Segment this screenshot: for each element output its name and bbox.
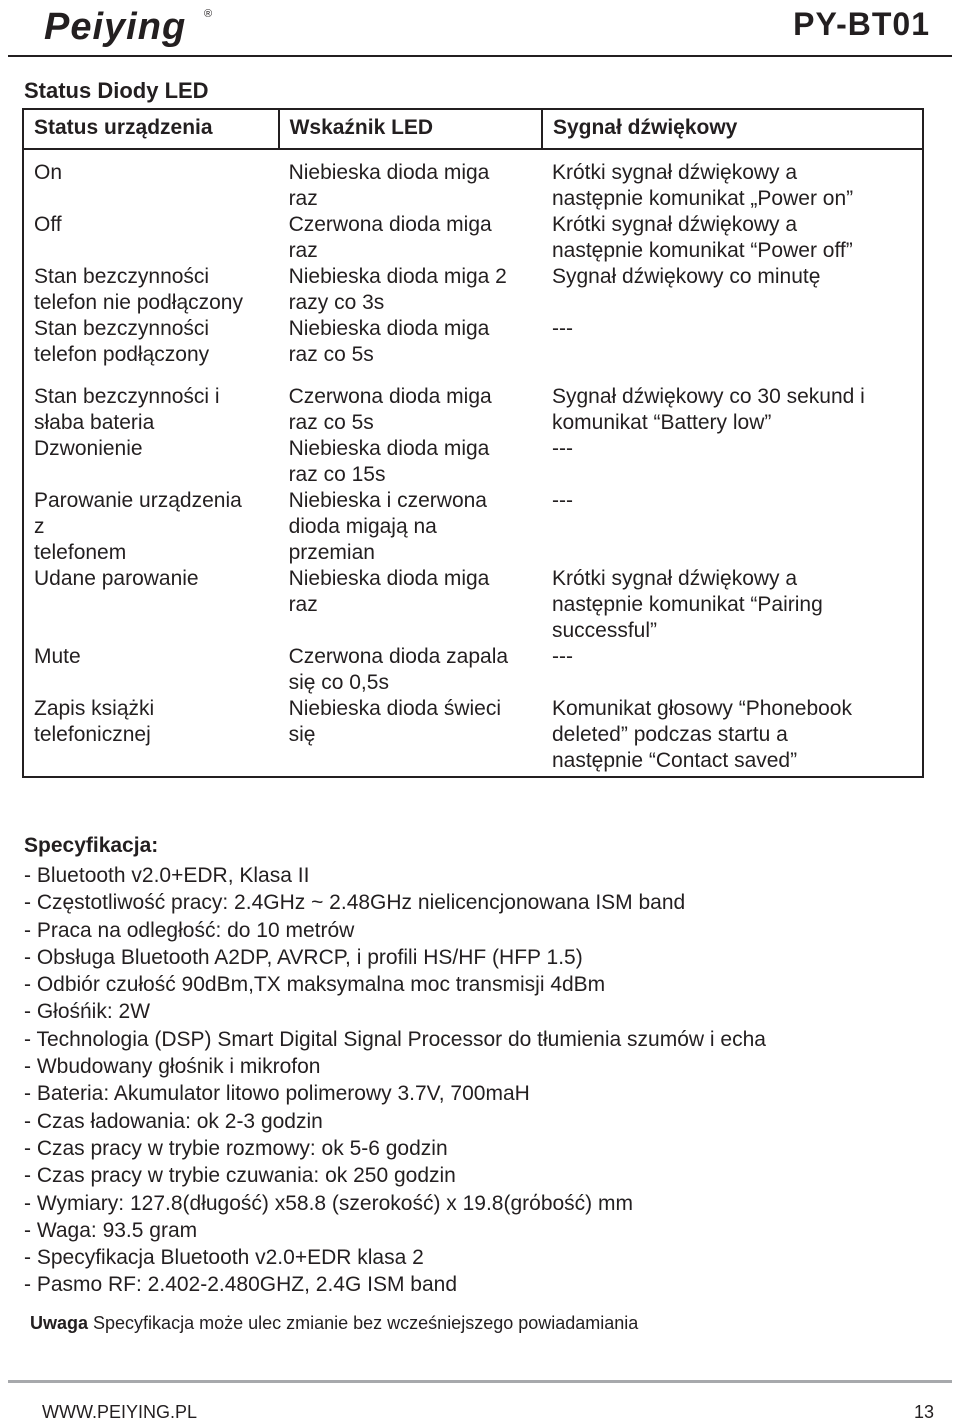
led-cell: Niebieska dioda miga raz <box>288 161 490 210</box>
spec-item: - Odbiór czułość 90dBm,TX maksymalna moc transmisji 4dBm <box>24 973 606 997</box>
spec-item: - Czas ładowania: ok 2-3 godzin <box>24 1109 323 1133</box>
spec-item: - Częstotliwość pracy: 2.4GHz ~ 2.48GHz nielicencjonowana ISM band <box>24 891 686 915</box>
status-cell: Off <box>23 212 279 264</box>
note-text: Specyfikacja może ulec zmianie bez wcześniejszego powiadamiania <box>88 1313 639 1333</box>
spec-item: - Głośńik: 2W <box>24 1000 151 1024</box>
column-header-sound: Sygnał dźwiękowy <box>542 109 923 149</box>
column-header-led: Wskaźnik LED <box>279 109 542 149</box>
sound-cell: --- <box>542 436 923 488</box>
spec-item: - Specyfikacja Bluetooth v2.0+EDR klasa 2 <box>24 1246 424 1270</box>
page-number: 13 <box>913 1402 934 1422</box>
status-cell: Parowanie urządzenia z telefonem <box>23 488 279 566</box>
sound-cell: Sygnał dźwiękowy co 30 sekund i komunikat “Battery low” <box>542 384 923 436</box>
spec-item: - Czas pracy w trybie rozmowy: ok 5-6 godzin <box>24 1136 448 1160</box>
spec-item: - Technologia (DSP) Smart Digital Signal Processor do tłumienia szumów i echa <box>24 1027 766 1051</box>
footer-divider <box>8 1380 952 1383</box>
sound-cell: Krótki sygnał dźwiękowy a następnie komunikat „Power on” <box>542 149 923 212</box>
spacer-cell <box>542 368 923 384</box>
status-cell: Stan bezczynności telefon nie podłączony <box>23 264 279 316</box>
led-cell: Niebieska dioda miga raz co 15s <box>288 437 490 486</box>
led-cell: Czerwona dioda miga raz <box>288 213 492 262</box>
led-cell: Czerwona dioda miga raz co 5s <box>288 385 492 434</box>
table-row <box>23 488 923 566</box>
brand-logo: Peiying <box>44 6 187 48</box>
spec-title: Specyfikacja: <box>24 834 159 857</box>
status-cell: Mute <box>23 644 279 696</box>
spec-item: - Wbudowany głośnik i mikrofon <box>24 1055 321 1079</box>
sound-cell: Krótki sygnał dźwiękowy a następnie komunikat “Pairing successful” <box>542 566 923 644</box>
table-row <box>23 566 923 644</box>
led-cell: Niebieska dioda miga 2 razy co 3s <box>288 265 507 314</box>
table-body <box>23 149 923 777</box>
note <box>30 1313 638 1334</box>
table-spacer-row <box>23 368 923 384</box>
led-cell: Niebieska dioda miga raz co 5s <box>288 317 490 366</box>
status-cell: Udane parowanie <box>23 566 279 644</box>
table-row <box>23 149 923 212</box>
spacer-cell <box>23 368 279 384</box>
spacer-cell <box>279 368 542 384</box>
led-cell: Niebieska dioda miga raz <box>288 567 490 616</box>
sound-cell: --- <box>542 316 923 368</box>
model-number: PY-BT01 <box>793 6 930 42</box>
note-label: Uwaga <box>30 1313 89 1333</box>
sound-cell: Krótki sygnał dźwiękowy a następnie komunikat “Power off” <box>542 212 923 264</box>
spec-item: - Praca na odległość: do 10 metrów <box>24 918 355 942</box>
table-row <box>23 436 923 488</box>
spec-item: - Pasmo RF: 2.402-2.480GHZ, 2.4G ISM band <box>24 1273 458 1297</box>
registered-mark: ® <box>204 8 213 20</box>
status-cell: Dzwonienie <box>23 436 279 488</box>
sound-cell: Komunikat głosowy “Phonebook deleted” podczas startu a następnie “Contact saved” <box>542 696 923 777</box>
spec-item: - Bluetooth v2.0+EDR, Klasa II <box>24 864 310 887</box>
spec-item: - Waga: 93.5 gram <box>24 1218 198 1242</box>
status-cell: Zapis książki telefonicznej <box>23 696 279 777</box>
led-status-table-container <box>22 108 924 778</box>
spec-item: - Czas pracy w trybie czuwania: ok 250 godzin <box>24 1164 456 1188</box>
header-divider <box>8 55 952 57</box>
table-row <box>23 644 923 696</box>
spec-item: - Wymiary: 127.8(długość) x58.8 (szerokość) x 19.8(grόbość) mm <box>24 1191 633 1215</box>
led-cell: Niebieska i czerwona dioda migają na przemian <box>288 489 487 564</box>
led-cell: Czerwona dioda zapala się co 0,5s <box>288 645 509 694</box>
status-cell: On <box>23 149 279 212</box>
spec-item: - Bateria: Akumulator litowo polimerowy 3.7V, 700maH <box>24 1082 530 1106</box>
spec-item: - Obsługa Bluetooth A2DP, AVRCP, i profili HS/HF (HFP 1.5) <box>24 945 583 969</box>
led-status-table <box>22 108 924 778</box>
table-row <box>23 384 923 436</box>
sound-cell: --- <box>542 488 923 566</box>
led-cell: Niebieska dioda świeci się <box>279 696 542 777</box>
table-header-row <box>23 109 923 149</box>
sound-cell: Sygnał dźwiękowy co minutę <box>542 264 923 316</box>
sound-cell: --- <box>542 644 923 696</box>
table-row <box>23 696 923 777</box>
status-cell: Stan bezczynności telefon podłączony <box>23 316 279 368</box>
footer-website: WWW.PEIYING.PL <box>42 1402 198 1422</box>
status-cell: Stan bezczynności i słaba bateria <box>23 384 279 436</box>
table-row <box>23 316 923 368</box>
table-row <box>23 212 923 264</box>
led-section-title: Status Diody LED <box>24 78 209 103</box>
table-row <box>23 264 923 316</box>
spec-list <box>24 862 766 1299</box>
column-header-status: Status urządzenia <box>23 109 279 149</box>
